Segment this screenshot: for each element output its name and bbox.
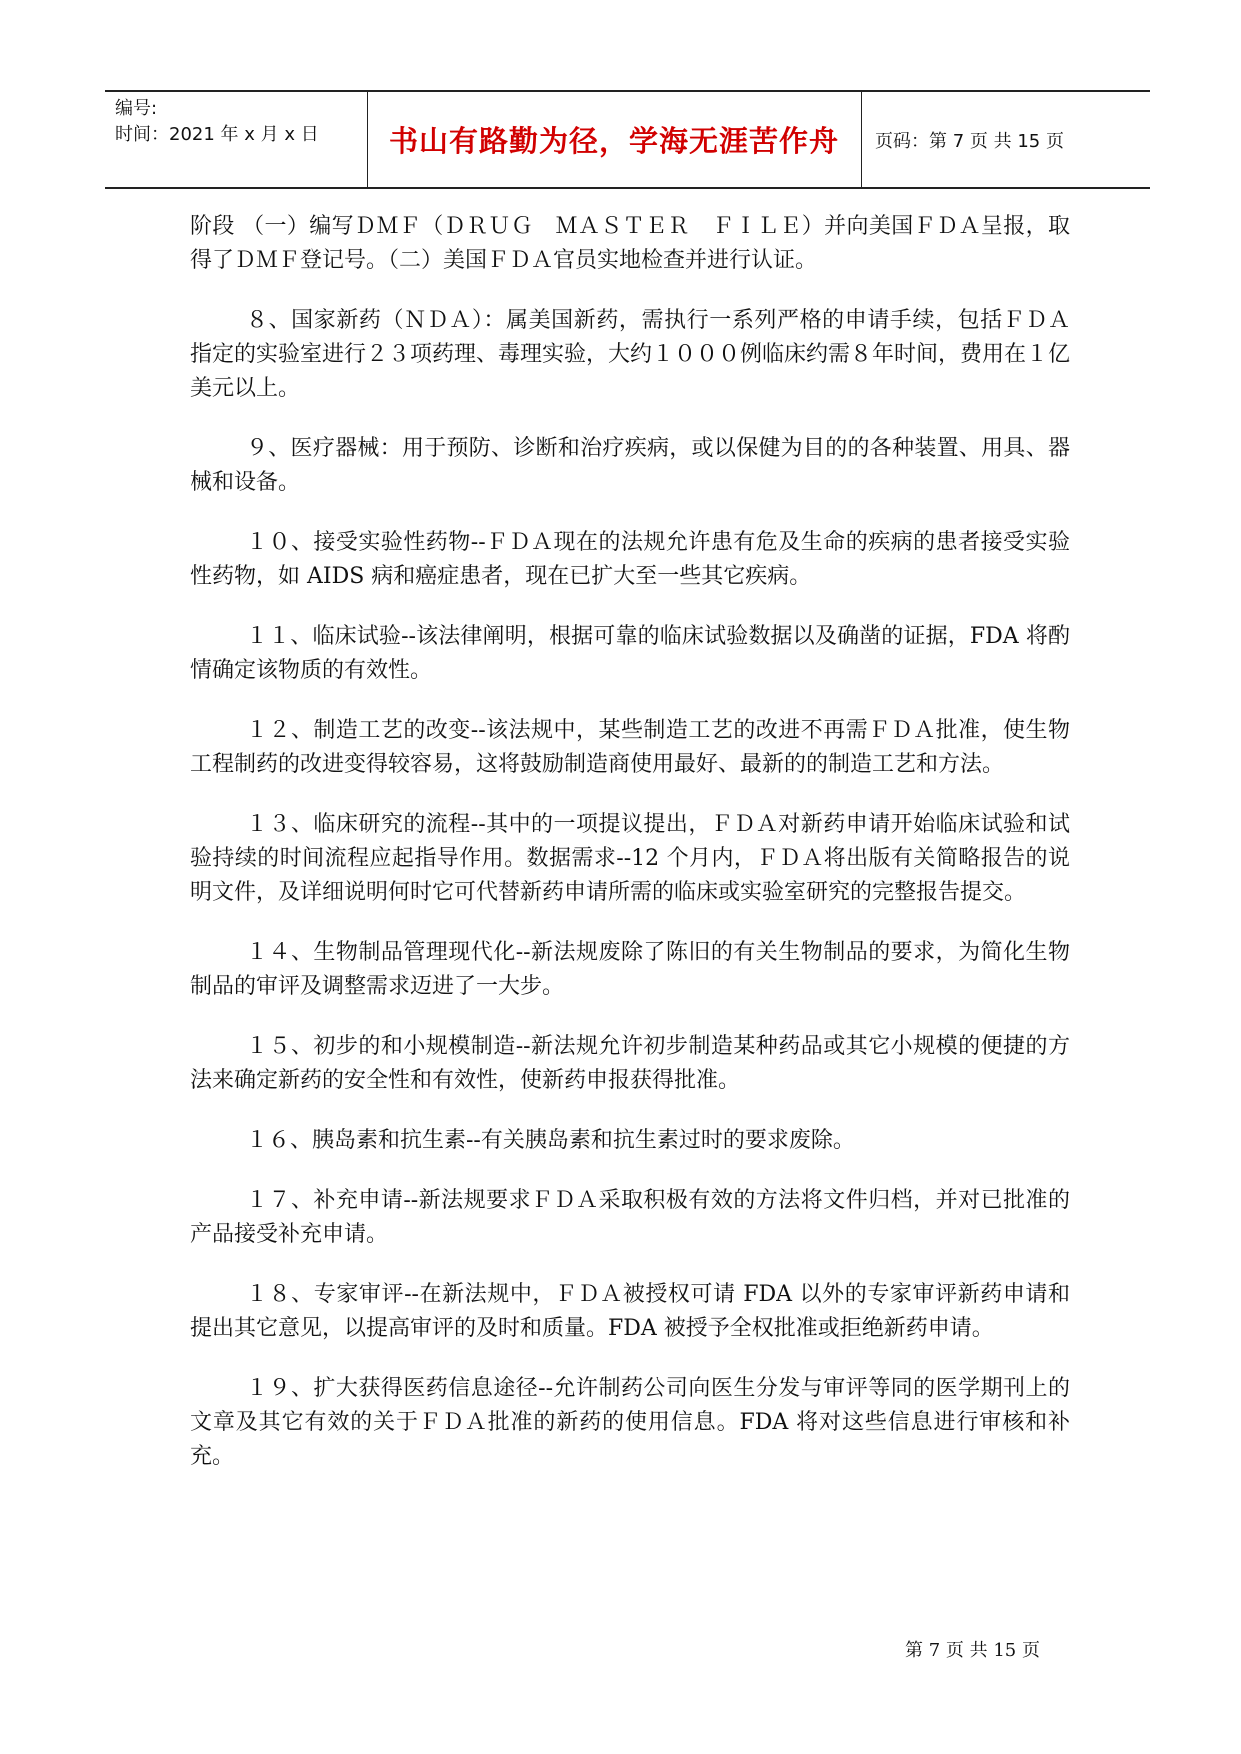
- paragraph: １９、扩大获得医药信息途径--允许制药公司向医生分发与审评等同的医学期刊上的文章及其它有效的关于ＦＤＡ批准的新药的使用信息。FDA 将对这些信息进行审核和补充。: [190, 1376, 1070, 1469]
- document-body: [190, 210, 1070, 1500]
- header-page-code: 页码：第 7 页 共 15 页: [875, 130, 1064, 152]
- paragraph: １０、接受实验性药物--ＦＤＡ现在的法规允许患有危及生命的疾病的患者接受实验性药物，如 AIDS 病和癌症患者，现在已扩大至一些其它疾病。: [190, 530, 1070, 589]
- paragraph: ９、医疗器械：用于预防、诊断和治疗疾病，或以保健为目的的各种装置、用具、器械和设备。: [190, 436, 1070, 495]
- paragraph: １７、补充申请--新法规要求ＦＤＡ采取积极有效的方法将文件归档，并对已批准的产品接受补充申请。: [190, 1188, 1070, 1247]
- paragraph: １４、生物制品管理现代化--新法规废除了陈旧的有关生物制品的要求，为简化生物制品的审评及调整需求迈进了一大步。: [190, 940, 1070, 999]
- paragraph: ８、国家新药（ＮＤＡ）：属美国新药，需执行一系列严格的申请手续，包括ＦＤＡ指定的实验室进行２３项药理、毒理实验，大约１０００例临床约需８年时间，费用在１亿美元以上。: [190, 308, 1071, 401]
- header-meta: [115, 92, 377, 187]
- header-divider: [861, 92, 862, 187]
- paragraph: 阶段 （一）编写ＤＭＦ（ＤＲＵＧ ＭＡＳＴＥＲ ＦＩＬＥ）并向美国ＦＤＡ呈报，取得了ＤＭＦ登记号。（二）美国ＦＤＡ官员实地检查并进行认证。: [190, 214, 1070, 273]
- paragraph: １１、临床试验--该法律阐明，根据可靠的临床试验数据以及确凿的证据，FDA 将酌情确定该物质的有效性。: [190, 624, 1070, 683]
- page-footer: 第 7 页 共 15 页: [905, 1640, 1040, 1661]
- number-label: 编号:: [115, 98, 158, 119]
- paragraph: １３、临床研究的流程--其中的一项提议提出，ＦＤＡ对新药申请开始临床试验和试验持续的时间流程应起指导作用。数据需求--12 个月内，ＦＤＡ将出版有关简略报告的说明文件，及详细说明何时它可代替新药申请所需的临床或实验室研究的完整报告提交。: [190, 812, 1070, 905]
- header-motto: 书山有路勤为径，学海无涯苦作舟: [388, 124, 839, 158]
- time-label: 时间：2021 年 x 月 x 日: [115, 124, 319, 145]
- header-divider: [367, 92, 368, 187]
- paragraph: １２、制造工艺的改变--该法规中，某些制造工艺的改进不再需ＦＤＡ批准，使生物工程制药的改进变得较容易，这将鼓励制造商使用最好、最新的的制造工艺和方法。: [190, 718, 1070, 777]
- paragraph: １８、专家审评--在新法规中，ＦＤＡ被授权可请 FDA 以外的专家审评新药申请和提出其它意见，以提高审评的及时和质量。FDA 被授予全权批准或拒绝新药申请。: [190, 1282, 1070, 1341]
- paragraph: １６、胰岛素和抗生素--有关胰岛素和抗生素过时的要求废除。: [246, 1128, 855, 1153]
- page-header: [105, 90, 1150, 189]
- paragraph: １５、初步的和小规模制造--新法规允许初步制造某种药品或其它小规模的便捷的方法来确定新药的安全性和有效性，使新药申报获得批准。: [190, 1034, 1070, 1093]
